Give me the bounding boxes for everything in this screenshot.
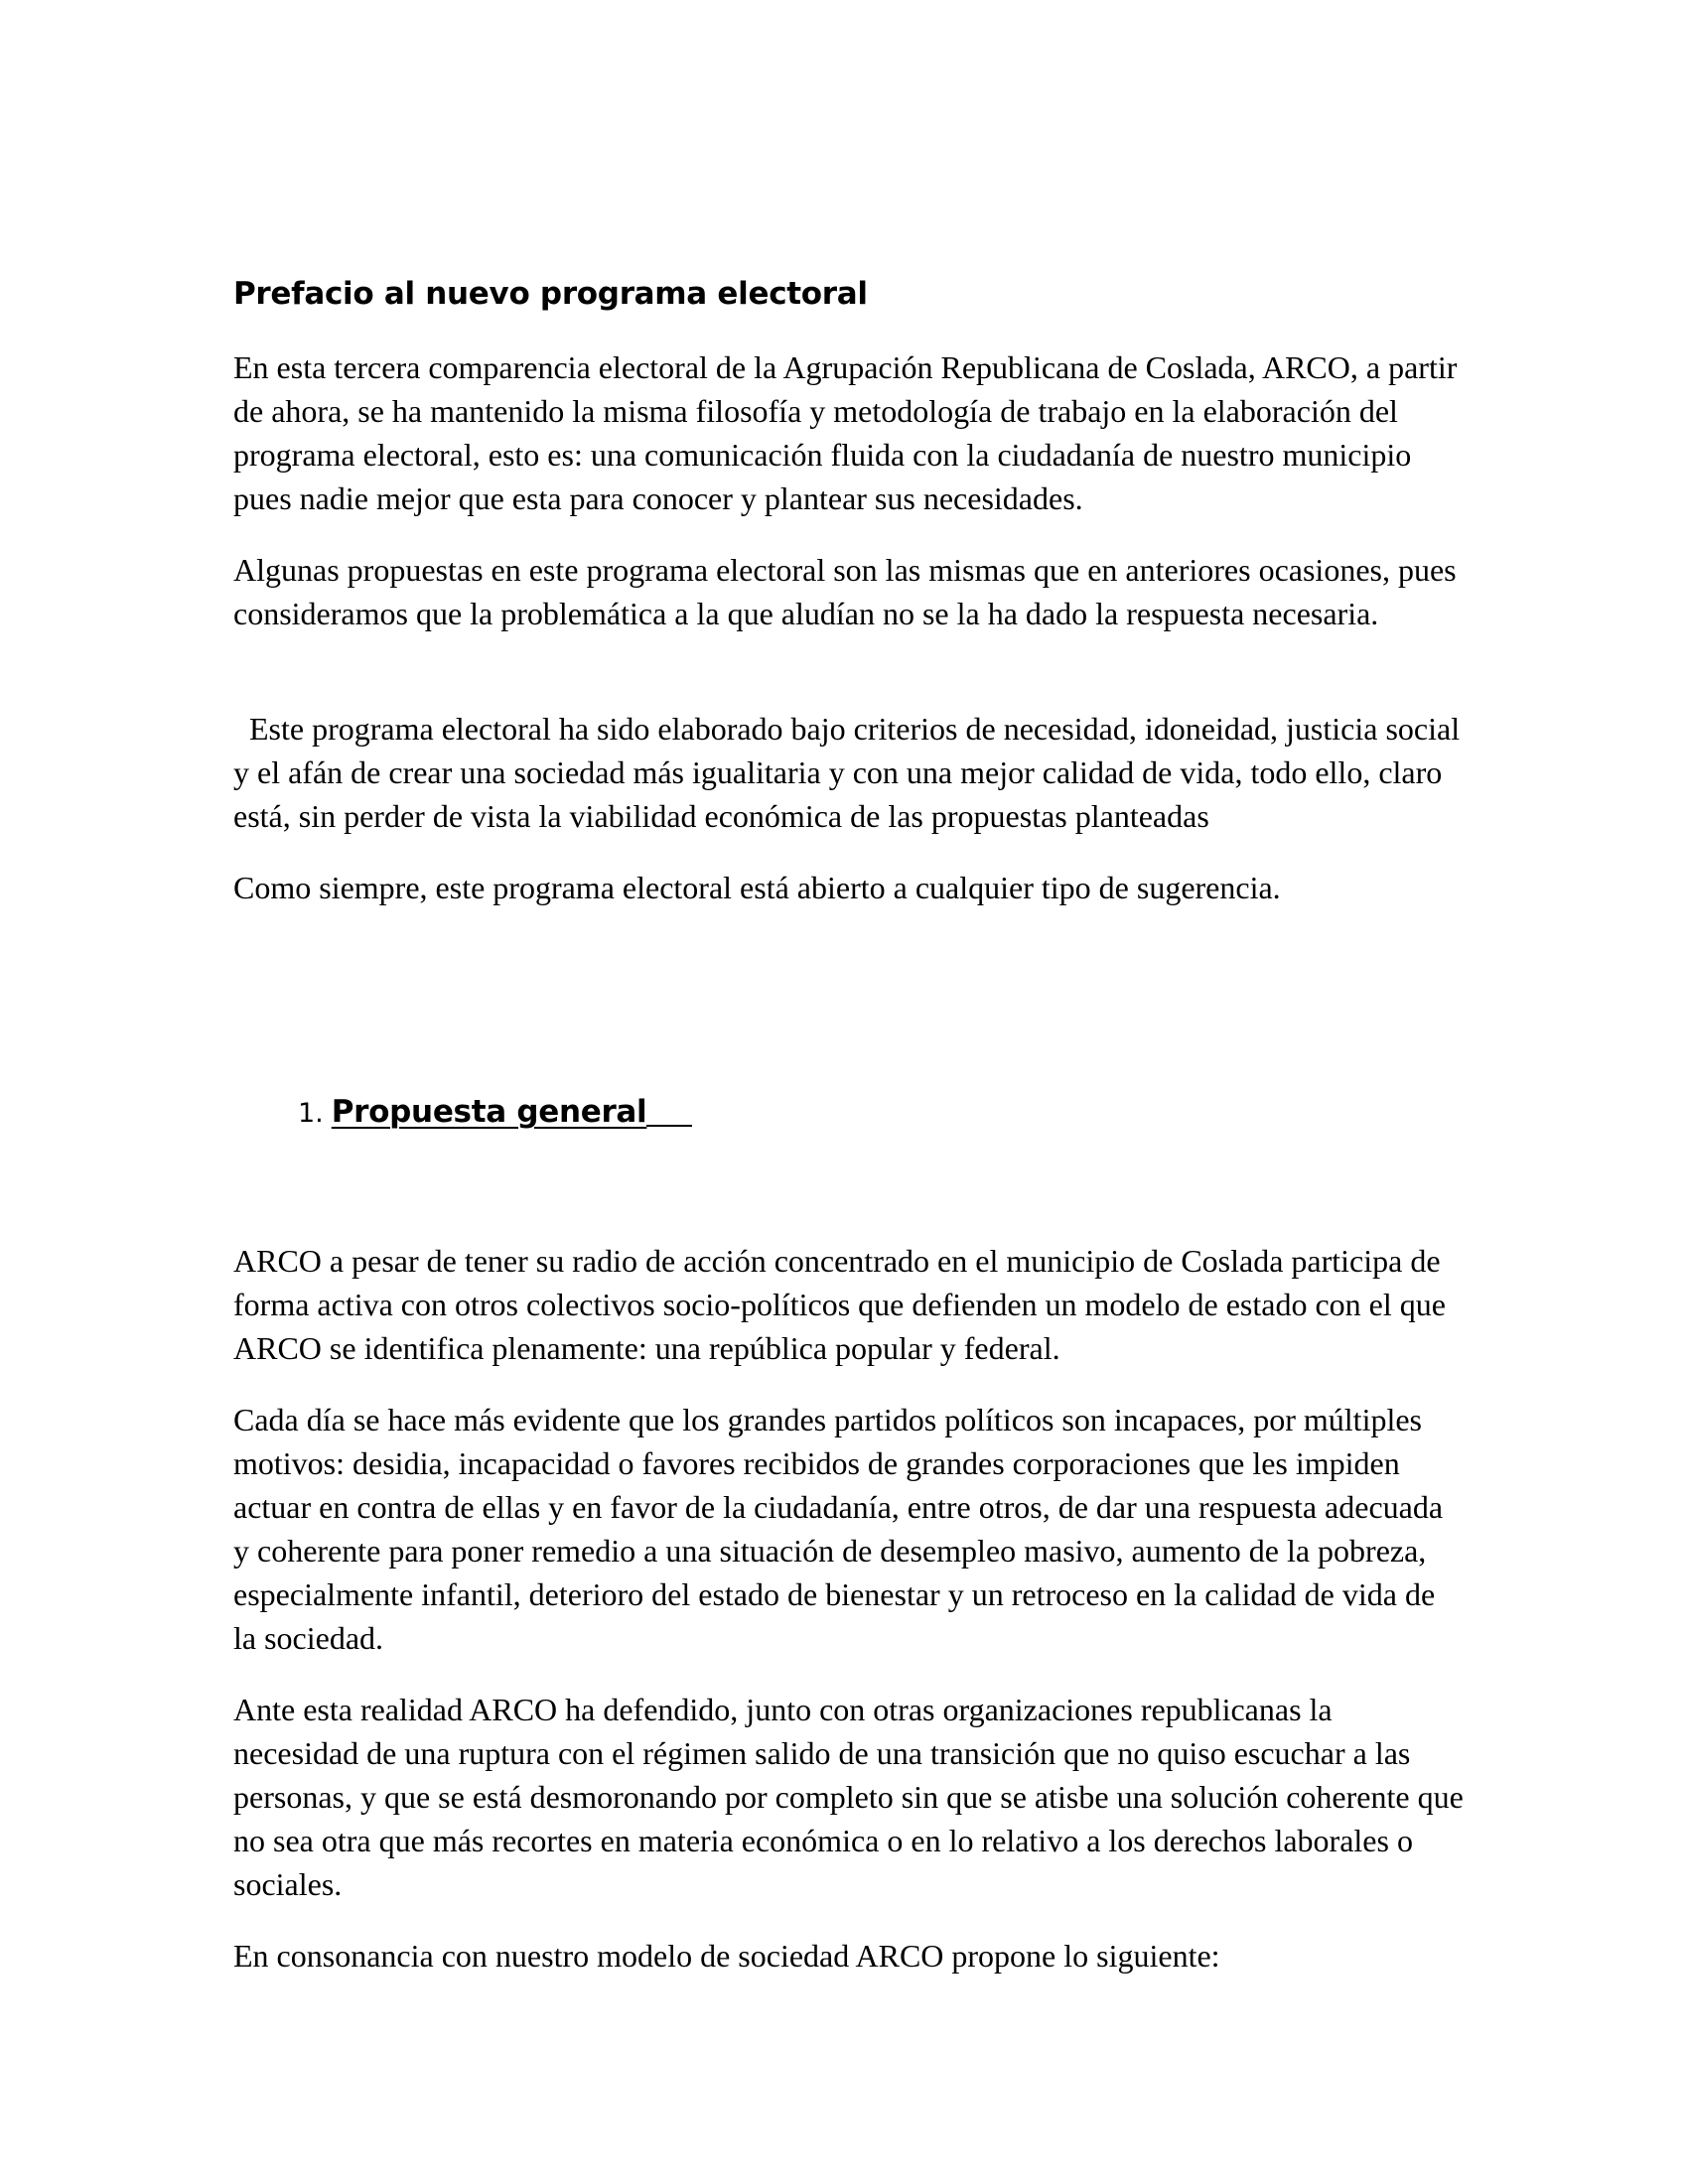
section-paragraph-4: En consonancia con nuestro modelo de sociedad ARCO propone lo siguiente: (233, 1938, 1220, 1974)
preface-paragraph-2: Algunas propuestas en este programa electoral son las mismas que en anteriores ocasiones, pues consideramos que la problemática a la que aludían no se la ha dado la respuesta necesaria. (233, 552, 1457, 631)
section-paragraph-2: Cada día se hace más evidente que los grandes partidos políticos son incapaces, por múltiples motivos: desidia, incapacidad o favores recibidos de grandes corporaciones que les impiden actuar en contra de ellas y en favor de la ciudadanía, entre otros, de dar una respuesta adecuada y coherente para poner remedio a una situación de desempleo masivo, aumento de la pobreza, especialmente infantil, deterioro del estado de bienestar y un retroceso en la calidad de vida de la sociedad. (233, 1402, 1444, 1656)
section-paragraph-3: Ante esta realidad ARCO ha defendido, junto con otras organizaciones republicanas la necesidad de una ruptura con el régimen salido de una transición que no quiso escuchar a las personas, y que se está desmoronando por completo sin que se atisbe una solución coherente que no sea otra que más recortes en materia económica o en lo relativo a los derechos laborales o sociales. (233, 1692, 1464, 1902)
section-heading (298, 1092, 692, 1134)
section-title: Propuesta general (331, 1094, 647, 1130)
section-number: 1. (298, 1098, 324, 1129)
section-title-underline (646, 1125, 692, 1127)
preface-paragraph-4: Como siempre, este programa electoral está abierto a cualquier tipo de sugerencia. (233, 870, 1281, 905)
page-title: Prefacio al nuevo programa electoral (233, 276, 868, 312)
section-paragraph-1: ARCO a pesar de tener su radio de acción concentrado en el municipio de Coslada participa de forma activa con otros colectivos socio-políticos que defienden un modelo de estado con el que ARCO se identifica plenamente: una república popular y federal. (233, 1243, 1446, 1366)
preface-paragraph-1: En esta tercera comparencia electoral de la Agrupación Republicana de Coslada, ARCO, a partir de ahora, se ha mantenido la misma filosofía y metodología de trabajo en la elaboración del programa electoral, esto es: una comunicación fluida con la ciudadanía de nuestro municipio pues nadie mejor que esta para conocer y plantear sus necesidades. (233, 349, 1458, 516)
preface-paragraph-3: Este programa electoral ha sido elaborado bajo criterios de necesidad, idoneidad, justicia social y el afán de crear una sociedad más igualitaria y con una mejor calidad de vida, todo ello, claro está, sin perder de vista la viabilidad económica de las propuestas planteadas (233, 711, 1469, 834)
